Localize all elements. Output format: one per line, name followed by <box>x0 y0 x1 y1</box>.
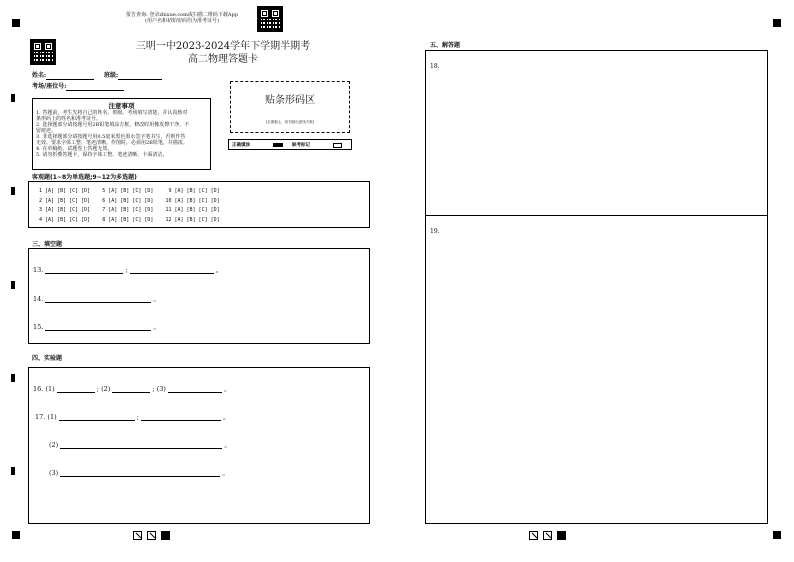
question-13 <box>33 265 222 274</box>
timing-mark <box>11 281 15 289</box>
fill-in-heading: 三、填空题 <box>32 241 63 248</box>
page-title <box>118 40 328 66</box>
page-mark-hatched <box>133 531 142 540</box>
choice-row[interactable]: 4 [A] [B] [C] [D] 8 [A] [B] [C] [D] 12 [A] [B] [C] [D] <box>36 216 220 223</box>
barcode-title: 贴条形码区 <box>265 95 315 106</box>
experiment-heading: 四、实验题 <box>32 355 63 362</box>
page-mark-hatched <box>529 531 538 540</box>
app-qr-code <box>257 6 283 32</box>
part-3-label: (3) <box>156 385 166 393</box>
barcode-hint: (正面朝上，切勿贴出虚线方框) <box>265 120 315 124</box>
question-15-number: 15. <box>33 323 44 331</box>
answer-16-3-line[interactable] <box>168 392 222 393</box>
page-mark-hatched <box>147 531 156 540</box>
timing-mark <box>11 467 15 475</box>
separator: ; <box>152 385 155 393</box>
page-mark-hatched <box>543 531 552 540</box>
period: 。 <box>153 295 160 303</box>
period: 。 <box>223 413 230 421</box>
answer-13b-line[interactable] <box>130 273 214 274</box>
name-label: 姓名: <box>32 72 47 79</box>
question-14 <box>33 294 160 303</box>
notice-item: 留痕迹。 <box>36 128 57 134</box>
question-19-number: 19. <box>430 228 440 235</box>
period: 。 <box>153 323 160 331</box>
part-1-label: (1) <box>45 385 55 393</box>
correct-fill-sample <box>273 143 283 147</box>
corner-mark-top-right <box>773 19 781 27</box>
page-mark-filled <box>161 531 170 540</box>
timing-mark <box>11 374 15 382</box>
answer-19-box[interactable] <box>425 215 768 524</box>
question-17-number: 17. <box>35 413 46 421</box>
answer-17-2-line[interactable] <box>60 448 222 449</box>
answer-14-line[interactable] <box>45 302 151 303</box>
part-2-label: (2) <box>49 441 59 449</box>
notice-item: 3. 非选择题部分请按题号用0.5毫米黑色墨水签字笔书写，否则作答 <box>36 134 186 140</box>
notice-item: 条形码上的姓名和准考证号。 <box>36 116 102 122</box>
notice-item: 2. 选择题部分请按题号用2B铅笔填涂方框，修改时用橡皮擦干净，不 <box>36 122 190 128</box>
absent-mark-checkbox[interactable] <box>333 143 342 148</box>
part-3-label: (3) <box>49 469 59 477</box>
period: 。 <box>222 469 229 477</box>
part-1-label: (1) <box>47 413 57 421</box>
question-16-number: 16. <box>33 385 44 393</box>
title-line2: 高二物理答题卡 <box>188 54 258 65</box>
separator: ; <box>136 413 139 421</box>
question-14-number: 14. <box>33 295 44 303</box>
fill-legend <box>228 139 352 150</box>
question-17-part-1 <box>35 412 230 421</box>
separator: ; <box>125 266 128 274</box>
answer-13a-line[interactable] <box>45 273 123 274</box>
objective-answer-box <box>28 181 370 228</box>
period: 。 <box>224 385 231 393</box>
room-seat-label: 考场/座位号: <box>32 83 67 90</box>
room-seat-field[interactable] <box>32 83 124 91</box>
notice-item: 5. 请勿折叠答题卡，保持字体工整、笔迹清晰、卡面清洁。 <box>36 152 168 158</box>
question-15 <box>33 322 160 331</box>
fill-in-box <box>28 248 370 344</box>
report-notice <box>112 12 252 24</box>
notice-box <box>32 98 211 170</box>
choice-row[interactable]: 3 [A] [B] [C] [D] 7 [A] [B] [C] [D] 11 [A] [B] [C] [D] <box>36 207 220 213</box>
experiment-box <box>28 367 370 524</box>
choice-row[interactable]: 1 [A] [B] [C] [D] 5 [A] [B] [C] [D] 9 [A] [B] [C] [D] <box>36 188 220 194</box>
student-qr-code <box>30 39 56 65</box>
corner-mark-bottom-left <box>12 531 20 539</box>
answer-16-1-line[interactable] <box>57 392 95 393</box>
answer-15-line[interactable] <box>45 330 151 331</box>
answer-17-1a-line[interactable] <box>59 420 135 421</box>
barcode-area <box>230 81 350 133</box>
timing-mark <box>11 94 15 102</box>
report-notice-line1: 报告查询: 登录zhixue.com或扫描二维码下载App <box>126 12 238 18</box>
period: 。 <box>224 441 231 449</box>
question-16 <box>33 384 231 393</box>
title-line1: 三明一中2023-2024学年下学期半期考 <box>135 41 311 52</box>
part-2-label: (2) <box>101 385 111 393</box>
timing-mark <box>11 187 15 195</box>
notice-item: 无效。要求字体工整、笔迹清晰。作图时，必须用2B铅笔，并描浓。 <box>36 140 188 146</box>
name-field[interactable] <box>32 72 94 80</box>
period: 。 <box>215 266 223 274</box>
answer-17-1b-line[interactable] <box>141 420 221 421</box>
class-label: 班级: <box>104 72 119 79</box>
separator: ; <box>96 385 99 393</box>
corner-mark-bottom-right <box>773 531 781 539</box>
absent-mark-label: 缺考标记 <box>292 143 310 148</box>
choice-row[interactable]: 2 [A] [B] [C] [D] 6 [A] [B] [C] [D] 10 [A] [B] [C] [D] <box>36 197 220 204</box>
question-18-number: 18. <box>430 63 440 70</box>
class-field[interactable] <box>104 72 162 80</box>
answer-17-3-line[interactable] <box>60 476 220 477</box>
question-13-number: 13. <box>33 266 44 274</box>
answer-16-2-line[interactable] <box>112 392 150 393</box>
report-notice-line2: (用户名和初始密码均为准考证号) <box>145 18 219 24</box>
question-17-part-2 <box>49 440 231 449</box>
page-mark-filled <box>557 531 566 540</box>
answer-heading: 五、解答题 <box>430 42 461 49</box>
correct-fill-label: 正确填涂 <box>232 143 250 148</box>
objective-heading: 客观题(1~8为单选题;9~12为多选题) <box>32 174 137 181</box>
answer-18-box[interactable] <box>425 50 768 216</box>
question-17-part-3 <box>49 468 229 477</box>
notice-item: 1. 答题前，考生先将自己的姓名、班级、考场填写清楚，并认真核对 <box>36 110 188 116</box>
corner-mark-top-left <box>12 19 20 27</box>
notice-heading: 注意事项 <box>108 102 135 110</box>
notice-item: 4. 在草稿纸、试题卷上答题无效。 <box>36 146 113 152</box>
